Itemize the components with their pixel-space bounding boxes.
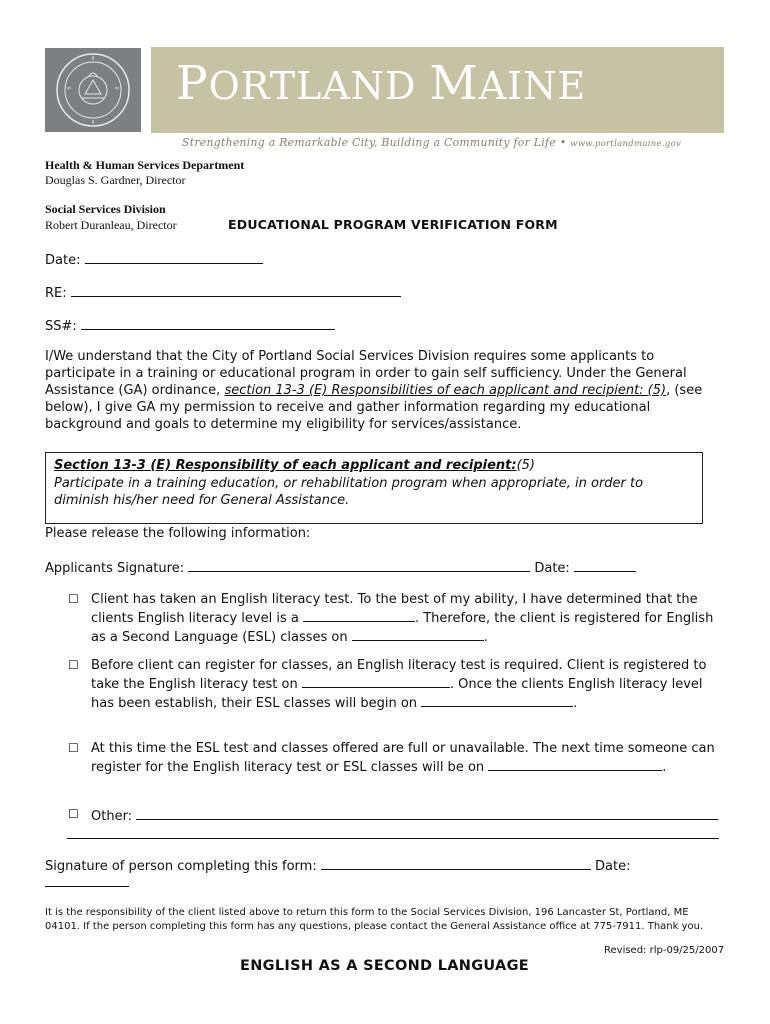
applicant-signature-line[interactable] bbox=[188, 558, 530, 572]
re-field[interactable] bbox=[45, 283, 401, 301]
city-name: PORTLAND MAINE bbox=[176, 56, 587, 111]
intro-paragraph: I/We understand that the City of Portland Social Services Division requires some applicants to participate in a training or educational program in order to gain self sufficiency. Under the General Assistance (GA) ordinance, section 13-3 (E) Responsibilities of each applicant and recipient: (5), (see below), I give GA my permission to receive and gather information regarding my educational background and goals to determine my eligibility for services/assistance. bbox=[45, 349, 703, 432]
footer-note: It is the responsibility of the client listed above to return this form to the Social Services Division, 196 Lancaster St, Portland, ME 04101. If the person completing this form has any questions, please contact the General Assistance office at 775-7911. Thank you. bbox=[45, 907, 704, 932]
completer-date-label: Date: bbox=[595, 859, 631, 874]
other-line[interactable] bbox=[136, 806, 718, 820]
option-1-text: Client has taken an English literacy test. To the best of my ability, I have determined that the clients English literacy level is a . Therefore, the client is registered for English as a Second Language (ESL) classes on . bbox=[91, 592, 714, 645]
other-checkbox[interactable]: ☐ bbox=[68, 807, 79, 821]
date-field[interactable] bbox=[45, 250, 263, 268]
applicant-date-line[interactable] bbox=[574, 558, 636, 572]
date-label: Date: bbox=[45, 253, 81, 268]
form-title: EDUCATIONAL PROGRAM VERIFICATION FORM bbox=[228, 217, 558, 232]
other-row[interactable] bbox=[91, 806, 718, 825]
option-3-text: At this time the ESL test and classes offered are full or unavailable. The next time someone can register for the English literacy test or ESL classes will be on . bbox=[91, 741, 715, 775]
ss-label: SS#: bbox=[45, 319, 77, 334]
completer-signature-label: Signature of person completing this form: bbox=[45, 859, 317, 874]
literacy-test-date-line[interactable] bbox=[302, 674, 450, 688]
esl-classes-date-line[interactable] bbox=[352, 627, 484, 641]
division-name: Social Services Division bbox=[45, 202, 166, 216]
esl-begin-date-line[interactable] bbox=[421, 693, 573, 707]
ss-field[interactable] bbox=[45, 316, 335, 334]
completer-signature-line[interactable] bbox=[321, 856, 591, 870]
city-seal bbox=[45, 48, 141, 132]
city-seal-icon bbox=[45, 48, 141, 132]
section-body: Participate in a training education, or rehabilitation program when appropriate, in order to diminish his/her need for General Assistance. bbox=[54, 476, 644, 508]
other-line-2[interactable] bbox=[67, 838, 719, 839]
applicant-signature-row[interactable] bbox=[45, 558, 636, 577]
re-label: RE: bbox=[45, 286, 67, 301]
next-registration-date-line[interactable] bbox=[488, 757, 662, 771]
date-line[interactable] bbox=[85, 250, 263, 264]
department-director: Douglas S. Gardner, Director bbox=[45, 173, 186, 187]
revised-stamp: Revised: rlp-09/25/2007 bbox=[604, 945, 725, 956]
bottom-title: ENGLISH AS A SECOND LANGUAGE bbox=[240, 958, 529, 974]
option-2-checkbox[interactable]: ☐ bbox=[68, 658, 79, 672]
department-name: Health & Human Services Department bbox=[45, 158, 245, 172]
literacy-level-line[interactable] bbox=[303, 608, 415, 622]
section-title: Section 13-3 (E) Responsibility of each applicant and recipient:(5) bbox=[54, 458, 535, 473]
completer-signature-row[interactable] bbox=[45, 856, 630, 875]
ss-line[interactable] bbox=[81, 316, 335, 330]
option-3-checkbox[interactable]: ☐ bbox=[68, 741, 79, 755]
option-1-checkbox[interactable]: ☐ bbox=[68, 592, 79, 606]
re-line[interactable] bbox=[71, 283, 401, 297]
release-text: Please release the following information: bbox=[45, 526, 311, 541]
division-director: Robert Duranleau, Director bbox=[45, 218, 177, 232]
completer-date-line[interactable] bbox=[45, 886, 129, 887]
option-2-text: Before client can register for classes, an English literacy test is required. Client is registered to take the English literacy test on . Once the clients English literacy level has been establish, their ESL classes will begin on . bbox=[91, 658, 707, 711]
other-label: Other: bbox=[91, 809, 133, 824]
applicant-signature-label: Applicants Signature: bbox=[45, 561, 185, 576]
website-link: www.portlandmaine.gov bbox=[570, 139, 682, 149]
section-reference: section 13-3 (E) Responsibilities of each applicant and recipient: (5) bbox=[224, 383, 667, 398]
tagline: Strengthening a Remarkable City, Building a Community for Life • www.portlandmaine.gov bbox=[182, 136, 682, 149]
applicant-date-label: Date: bbox=[534, 561, 570, 576]
